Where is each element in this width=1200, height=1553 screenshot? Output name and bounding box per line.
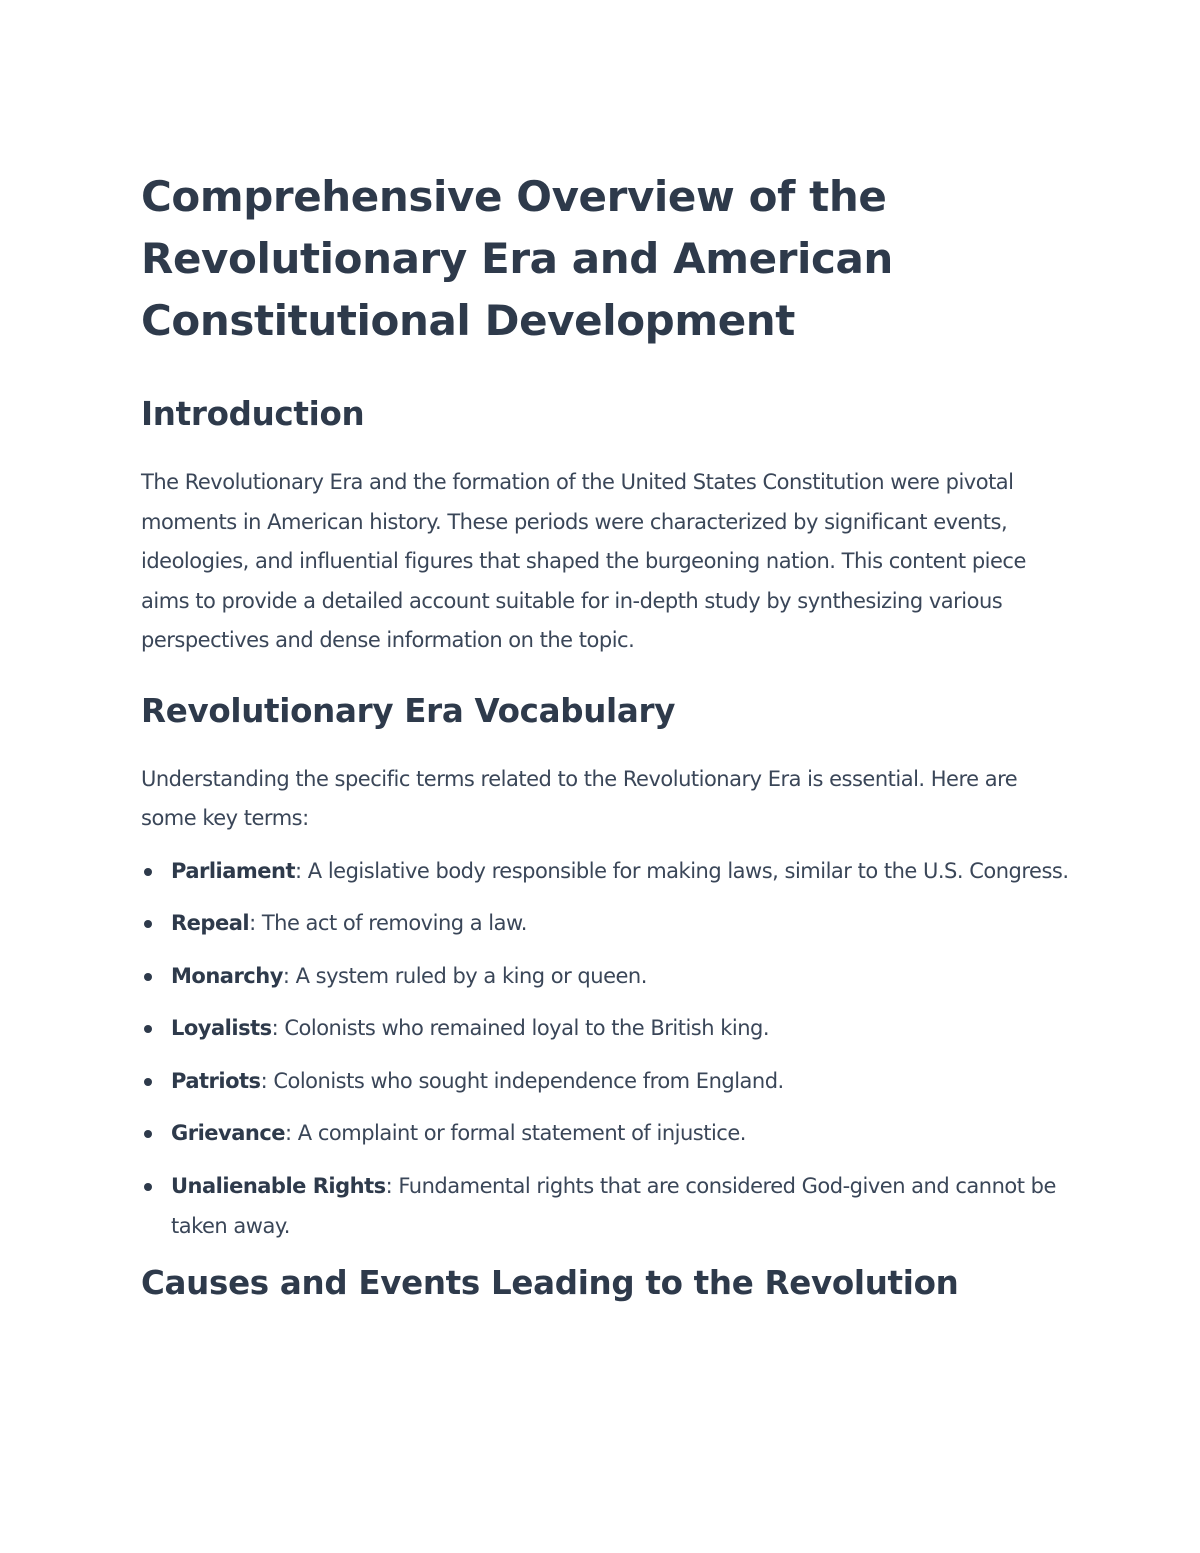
vocabulary-definition: : A system ruled by a king or queen. [282, 963, 647, 988]
vocabulary-item-loyalists [141, 1009, 1071, 1049]
document-page [141, 166, 1071, 1305]
vocabulary-list [141, 852, 1071, 1247]
vocabulary-term: Monarchy [171, 963, 283, 988]
vocabulary-term: Unalienable Rights [171, 1174, 386, 1199]
causes-heading: Causes and Events Leading to the Revolution [141, 1264, 959, 1303]
vocabulary-item-unalienable-rights [141, 1167, 1071, 1246]
introduction-heading: Introduction [141, 395, 365, 433]
bullet-icon [144, 920, 152, 928]
vocabulary-term: Grievance [171, 1121, 286, 1146]
vocabulary-item-grievance [141, 1114, 1071, 1154]
vocabulary-term: Parliament [171, 858, 296, 883]
vocabulary-term: Patriots [171, 1068, 261, 1093]
vocabulary-definition: : The act of removing a law. [249, 911, 527, 936]
vocabulary-definition: : A legislative body responsible for making laws, similar to the U.S. Congress. [295, 858, 1069, 883]
vocabulary-item-parliament [141, 852, 1071, 892]
vocabulary-item-repeal [141, 904, 1071, 944]
vocabulary-definition: : Colonists who sought independence from England. [260, 1068, 784, 1093]
vocabulary-definition: : Fundamental rights that are considered God-given and cannot be taken away. [171, 1174, 1056, 1238]
introduction-paragraph: The Revolutionary Era and the formation of the United States Constitution were pivotal moments in American history. These periods were characterized by significant events, ideologies, and influential figures that shaped the burgeoning nation. This content piece aims to provide a detailed account suitable for in-depth study by synthesizing various perspectives and dense information on the topic. [141, 470, 1026, 652]
vocabulary-definition: : A complaint or formal statement of injustice. [285, 1121, 746, 1146]
vocabulary-item-patriots [141, 1062, 1071, 1102]
bullet-icon [144, 1183, 152, 1191]
vocabulary-heading: Revolutionary Era Vocabulary [141, 691, 676, 730]
vocabulary-term: Loyalists [171, 1016, 272, 1041]
bullet-icon [144, 1025, 152, 1033]
vocabulary-term: Repeal [171, 911, 250, 936]
vocabulary-intro-paragraph: Understanding the specific terms related to the Revolutionary Era is essential. Here are some key terms: [141, 766, 1018, 830]
bullet-icon [144, 1078, 152, 1086]
bullet-icon [144, 868, 152, 876]
vocabulary-definition: : Colonists who remained loyal to the British king. [271, 1016, 770, 1041]
bullet-icon [144, 1130, 152, 1138]
vocabulary-item-monarchy [141, 957, 1071, 997]
document-title: Comprehensive Overview of the Revolutionary Era and American Constitutional Development [141, 172, 893, 345]
bullet-icon [144, 973, 152, 981]
